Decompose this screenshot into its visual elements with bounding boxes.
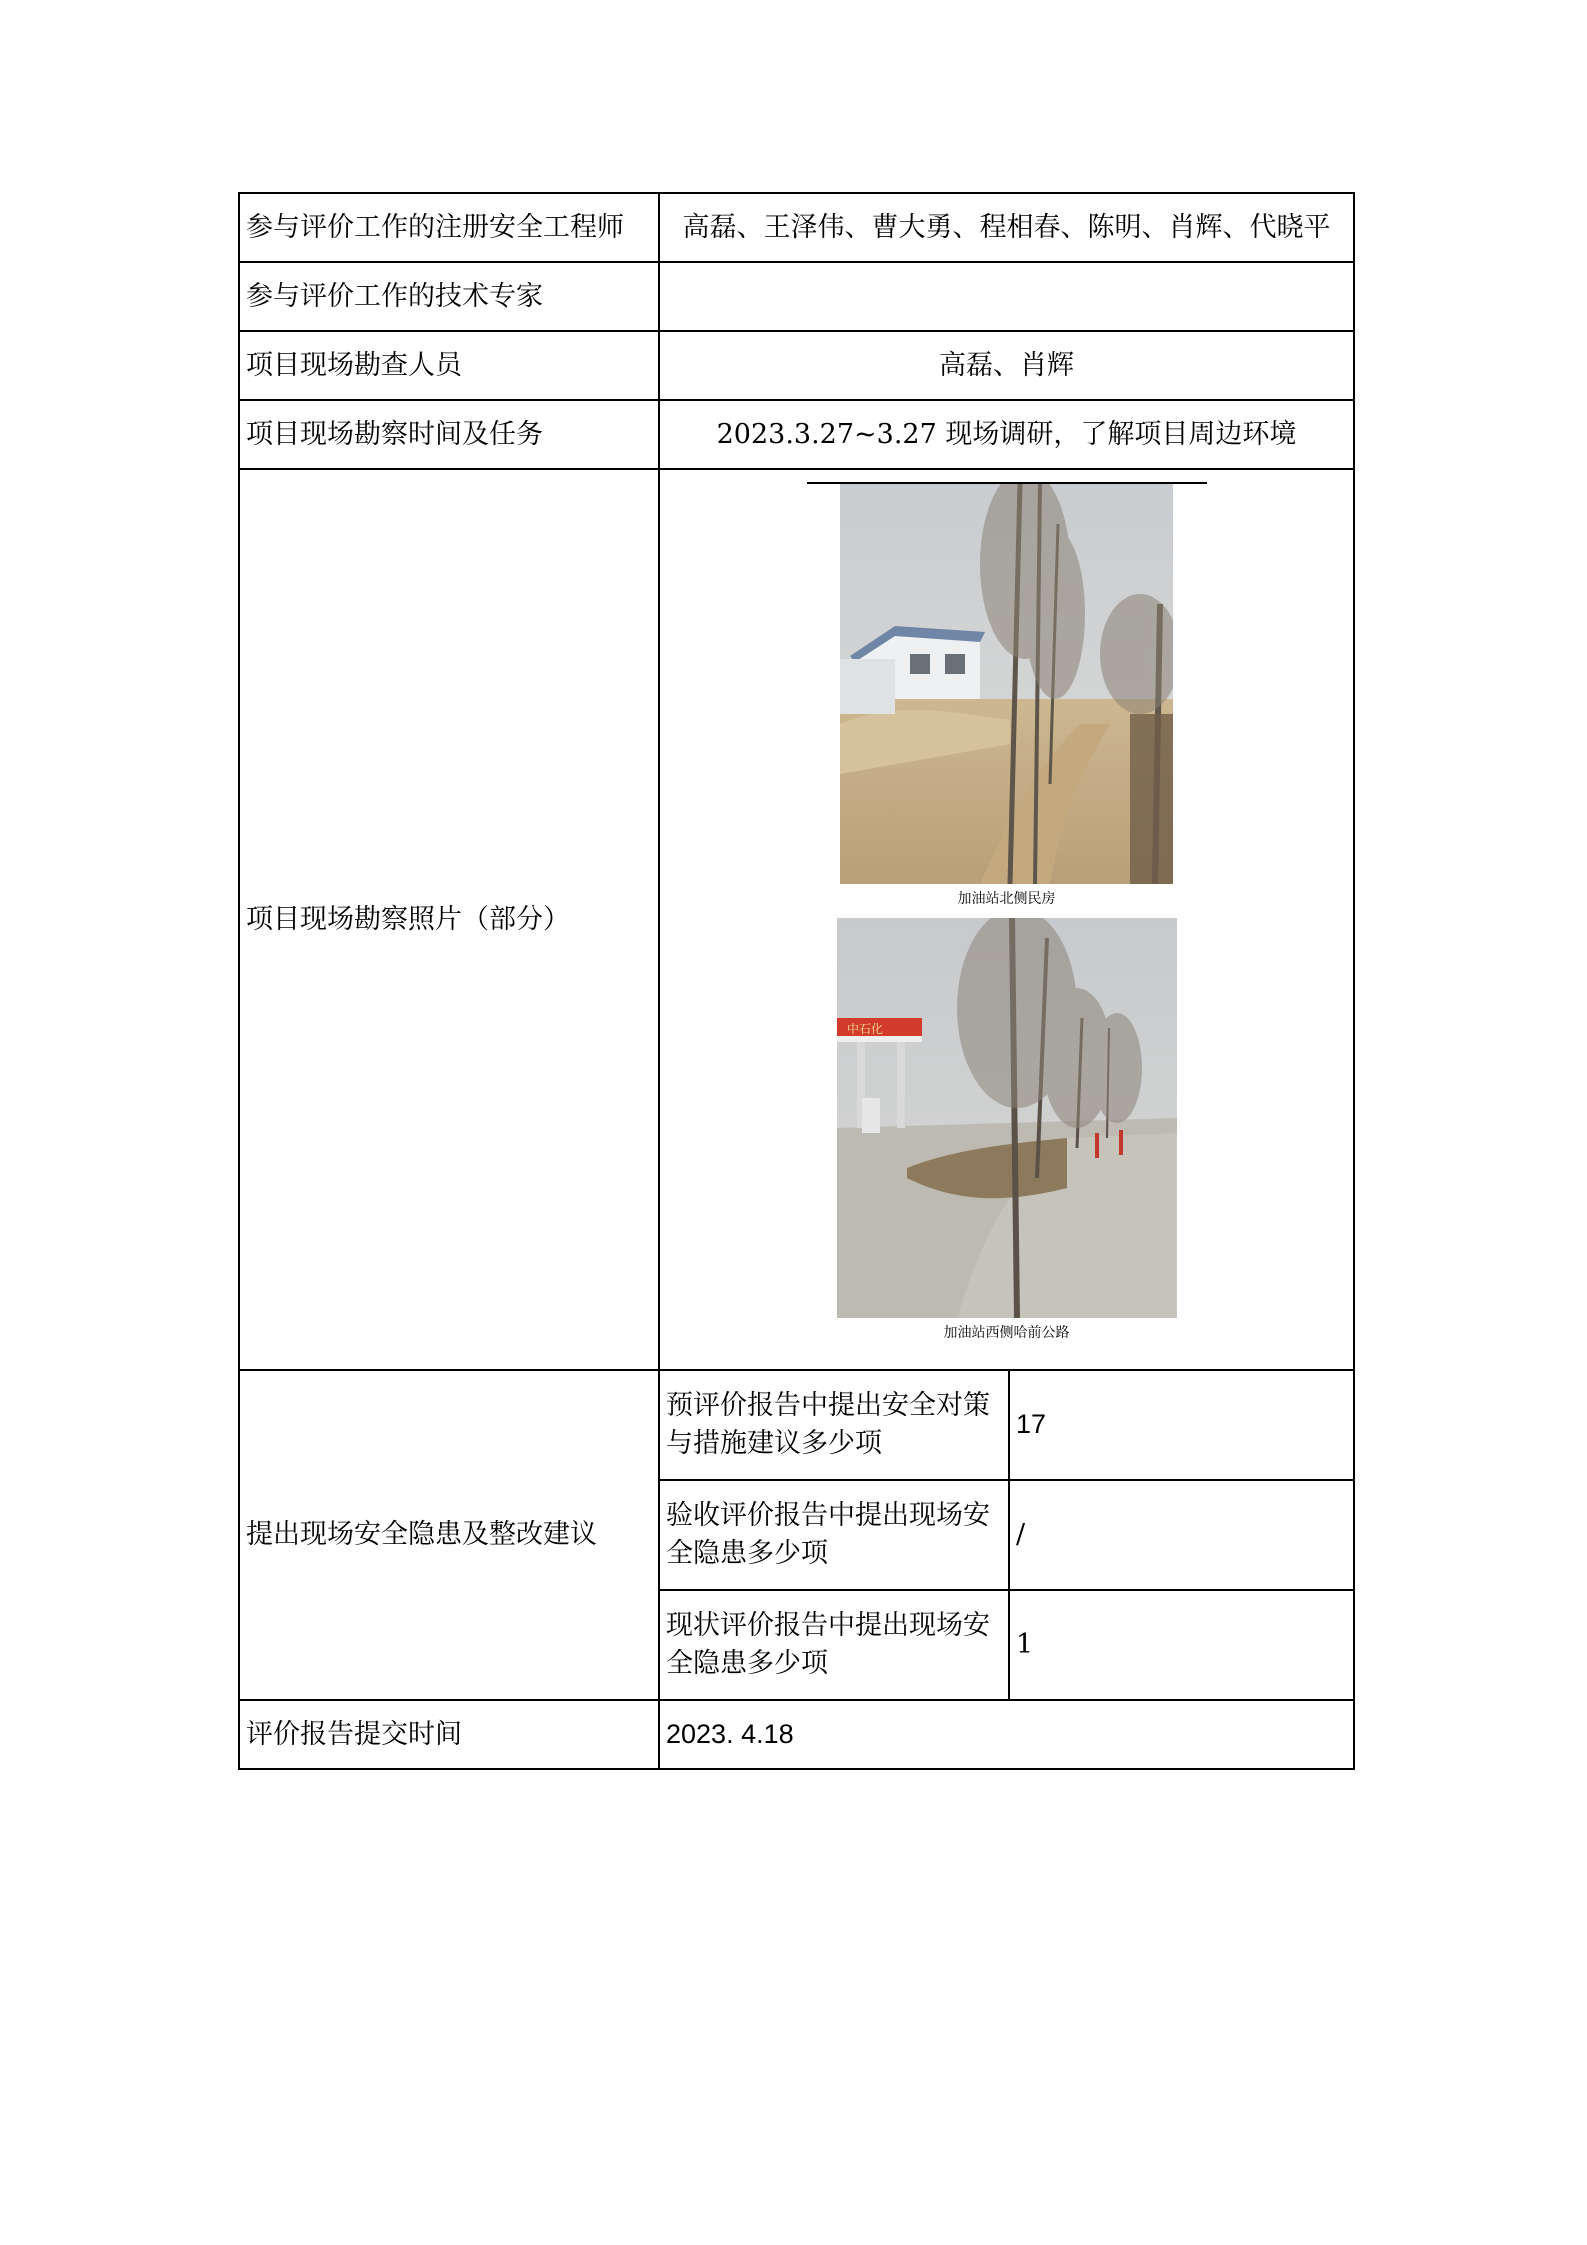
inspectors-label: 项目现场勘查人员 — [239, 331, 659, 400]
hazard-question: 预评价报告中提出安全对策与措施建议多少项 — [659, 1370, 1009, 1480]
engineers-label: 参与评价工作的注册安全工程师 — [239, 193, 659, 262]
table-row — [239, 331, 1354, 400]
hazards-label: 提出现场安全隐患及整改建议 — [239, 1370, 659, 1700]
table-row — [239, 193, 1354, 262]
table-row — [239, 262, 1354, 331]
photos-label: 项目现场勘察照片（部分） — [239, 469, 659, 1370]
experts-label: 参与评价工作的技术专家 — [239, 262, 659, 331]
submit-time-value: 2023. 4.18 — [659, 1700, 1354, 1769]
station-sign: 中石化 — [846, 1021, 883, 1036]
evaluation-info-table — [238, 192, 1355, 1770]
inspectors-value: 高磊、肖辉 — [659, 331, 1354, 400]
inspection-time-label: 项目现场勘察时间及任务 — [239, 400, 659, 469]
table-row — [239, 1700, 1354, 1769]
engineers-value: 高磊、王泽伟、曹大勇、程相春、陈明、肖辉、代晓平 — [659, 193, 1354, 262]
hazard-answer: 1 — [1009, 1590, 1354, 1700]
hazard-question: 现状评价报告中提出现场安全隐患多少项 — [659, 1590, 1009, 1700]
photos-cell — [659, 469, 1354, 1370]
inspection-time-value: 2023.3.27~3.27 现场调研，了解项目周边环境 — [659, 400, 1354, 469]
experts-value — [659, 262, 1354, 331]
photo1-caption: 加油站北侧民房 — [957, 891, 1056, 907]
hazard-question: 验收评价报告中提出现场安全隐患多少项 — [659, 1480, 1009, 1590]
submit-time-label: 评价报告提交时间 — [239, 1700, 659, 1769]
photo-west-road — [837, 918, 1177, 1318]
hazard-answer: / — [1009, 1480, 1354, 1590]
photo2-caption: 加油站西侧哈前公路 — [943, 1324, 1070, 1341]
table-row — [239, 400, 1354, 469]
table-row — [239, 1370, 1354, 1480]
photo-north-house — [840, 484, 1173, 884]
table-row — [239, 469, 1354, 1370]
hazard-answer: 17 — [1009, 1370, 1354, 1480]
